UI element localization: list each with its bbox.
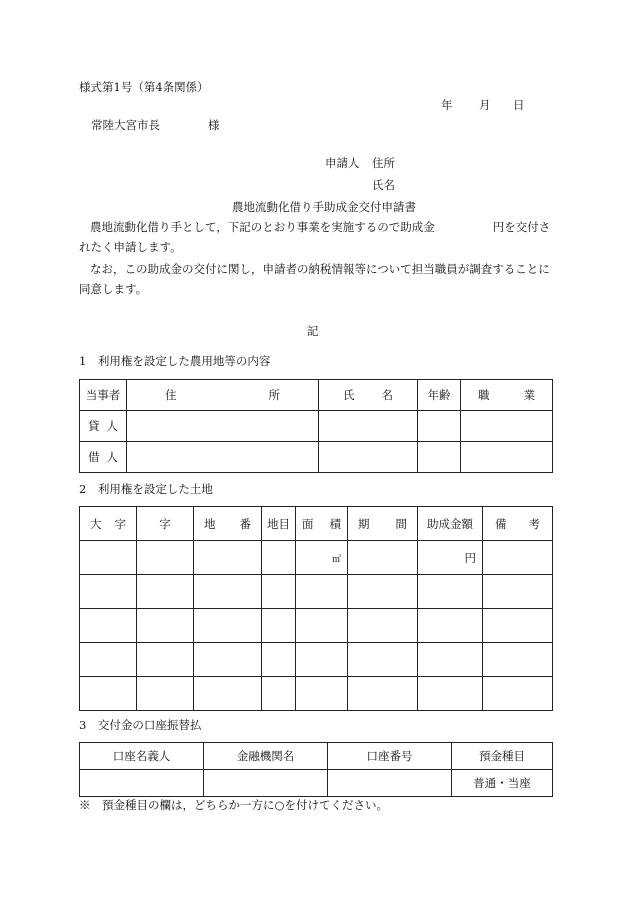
cell[interactable] xyxy=(262,609,296,643)
addressee-name: 常陸大宮市長 xyxy=(91,118,160,132)
cell[interactable] xyxy=(328,770,452,797)
header-remarks: 備 考 xyxy=(483,507,553,541)
cell[interactable] xyxy=(137,609,194,643)
table-row xyxy=(80,541,553,575)
body-paragraph-1: 農地流動化借り手として，下記のとおり事業を実施するので助成金 円を交付されたく申請します。 xyxy=(79,220,551,254)
party-borrower: 借 人 xyxy=(80,442,127,473)
header-chiban: 地 番 xyxy=(194,507,262,541)
cell[interactable] xyxy=(194,609,262,643)
cell[interactable] xyxy=(418,643,483,677)
cell[interactable] xyxy=(80,609,137,643)
section2-table xyxy=(79,506,553,711)
cell[interactable] xyxy=(319,442,418,473)
footnote: ※ 預金種目の欄は，どちらか一方に○を付けてください。 xyxy=(79,798,389,812)
cell[interactable] xyxy=(483,677,553,711)
applicant-address-label: 住所 xyxy=(372,156,395,170)
cell[interactable] xyxy=(194,541,262,575)
cell[interactable] xyxy=(418,575,483,609)
area-unit: ㎡ xyxy=(296,541,348,575)
section1-title: 1 利用権を設定した農用地等の内容 xyxy=(79,354,271,368)
applicant-name-label: 氏名 xyxy=(372,178,395,192)
cell[interactable] xyxy=(418,442,461,473)
cell[interactable] xyxy=(194,677,262,711)
cell[interactable] xyxy=(137,677,194,711)
cell[interactable] xyxy=(461,442,553,473)
cell[interactable] xyxy=(262,541,296,575)
section3-title: 3 交付金の口座振替払 xyxy=(79,718,202,732)
header-account-holder: 口座名義人 xyxy=(80,743,204,770)
table-row xyxy=(80,575,553,609)
header-subsidy-amount: 助成金額 xyxy=(418,507,483,541)
date-day: 日 xyxy=(513,98,525,112)
cell[interactable] xyxy=(348,541,418,575)
section3-header-row xyxy=(80,743,553,770)
cell[interactable] xyxy=(483,609,553,643)
document-title: 農地流動化借り手助成金交付申請書 xyxy=(232,200,416,214)
date-year: 年 xyxy=(441,98,453,112)
header-menseki: 面 積 xyxy=(296,507,348,541)
cell[interactable] xyxy=(418,609,483,643)
header-chimoku: 地目 xyxy=(262,507,296,541)
header-account-number: 口座番号 xyxy=(328,743,452,770)
cell[interactable] xyxy=(296,575,348,609)
header-party: 当事者 xyxy=(80,380,127,411)
cell[interactable] xyxy=(80,575,137,609)
addressee-honorific: 様 xyxy=(208,118,220,132)
applicant-label: 申請人 xyxy=(325,156,360,170)
cell[interactable] xyxy=(296,609,348,643)
cell[interactable] xyxy=(348,643,418,677)
cell[interactable] xyxy=(296,643,348,677)
cell[interactable] xyxy=(194,643,262,677)
yen-unit: 円 xyxy=(418,541,483,575)
cell[interactable] xyxy=(80,541,137,575)
header-aza: 字 xyxy=(137,507,194,541)
cell[interactable] xyxy=(483,541,553,575)
header-occupation: 職 業 xyxy=(461,380,553,411)
table-row xyxy=(80,411,553,442)
cell[interactable] xyxy=(137,541,194,575)
cell[interactable] xyxy=(127,442,319,473)
table-row xyxy=(80,442,553,473)
cell[interactable] xyxy=(80,770,204,797)
header-deposit-type: 預金種目 xyxy=(452,743,553,770)
ki-heading: 記 xyxy=(307,324,319,338)
cell[interactable] xyxy=(348,609,418,643)
cell[interactable] xyxy=(127,411,319,442)
section1-header-row xyxy=(80,380,553,411)
cell[interactable] xyxy=(296,677,348,711)
section3-table xyxy=(79,742,553,797)
header-oaza: 大 字 xyxy=(80,507,137,541)
party-lender: 貸 人 xyxy=(80,411,127,442)
section2-title: 2 利用権を設定した土地 xyxy=(79,482,213,496)
section1-table xyxy=(79,379,553,473)
body-paragraph-2: なお，この助成金の交付に関し，申請者の納税情報等について担当職員が調査することに同意します。 xyxy=(79,262,550,296)
cell[interactable] xyxy=(262,643,296,677)
cell[interactable] xyxy=(348,575,418,609)
cell[interactable] xyxy=(80,677,137,711)
table-row xyxy=(80,677,553,711)
cell[interactable] xyxy=(137,575,194,609)
table-row xyxy=(80,609,553,643)
cell[interactable] xyxy=(194,575,262,609)
cell[interactable] xyxy=(262,677,296,711)
cell[interactable] xyxy=(319,411,418,442)
cell[interactable] xyxy=(461,411,553,442)
cell[interactable] xyxy=(348,677,418,711)
date-month: 月 xyxy=(479,98,491,112)
cell[interactable] xyxy=(262,575,296,609)
table-row xyxy=(80,770,553,797)
deposit-type-options[interactable]: 普通・当座 xyxy=(452,770,553,797)
header-kikan: 期 間 xyxy=(348,507,418,541)
cell[interactable] xyxy=(418,411,461,442)
section2-header-row xyxy=(80,507,553,541)
header-address: 住 所 xyxy=(127,380,319,411)
form-number: 様式第1号（第4条関係） xyxy=(79,80,209,94)
table-row xyxy=(80,643,553,677)
cell[interactable] xyxy=(418,677,483,711)
cell[interactable] xyxy=(483,643,553,677)
header-name: 氏 名 xyxy=(319,380,418,411)
header-age: 年齢 xyxy=(418,380,461,411)
cell[interactable] xyxy=(483,575,553,609)
header-bank-name: 金融機関名 xyxy=(204,743,328,770)
cell[interactable] xyxy=(204,770,328,797)
cell[interactable] xyxy=(137,643,194,677)
cell[interactable] xyxy=(80,643,137,677)
